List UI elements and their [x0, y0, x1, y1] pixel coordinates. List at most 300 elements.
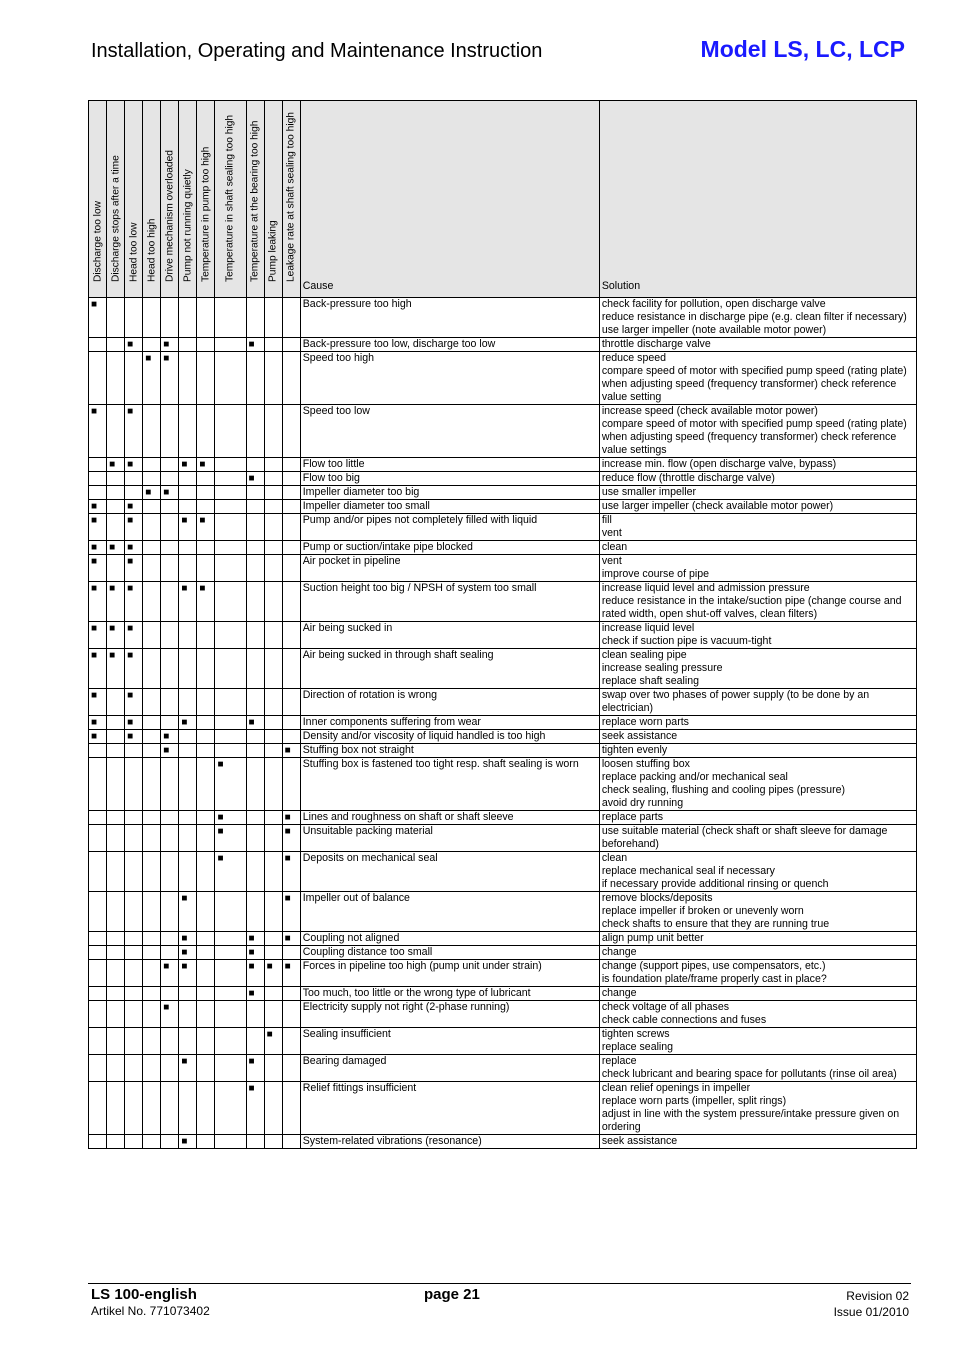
symptom-cell — [197, 946, 215, 960]
mark-icon: ■ — [284, 893, 291, 904]
symptom-cell — [246, 1055, 264, 1082]
solution-cell — [599, 472, 916, 486]
symptom-cell — [197, 892, 215, 932]
solution-line: change (support pipes, use compensators, etc.) — [601, 960, 826, 972]
symptom-cell — [282, 555, 300, 582]
symptom-cell — [107, 298, 125, 338]
solution-line: check facility for pollution, open discharge valve — [601, 298, 826, 310]
mark-icon: ■ — [163, 487, 170, 498]
symptom-cell — [246, 458, 264, 472]
footer-divider — [88, 1283, 911, 1284]
table-row — [89, 960, 917, 987]
mark-icon: ■ — [127, 690, 134, 701]
symptom-cell — [125, 987, 143, 1001]
symptom-cell — [282, 500, 300, 514]
mark-icon: ■ — [91, 650, 98, 661]
solution-cell — [599, 744, 916, 758]
table-row — [89, 405, 917, 458]
symptom-cell — [89, 825, 107, 852]
cause-cell: Relief fittings insufficient — [300, 1082, 599, 1135]
symptom-label: Temperature in shaft sealing too high — [224, 114, 236, 282]
symptom-cell — [89, 1028, 107, 1055]
symptom-cell — [197, 649, 215, 689]
symptom-cell — [161, 932, 179, 946]
cause-cell: Coupling distance too small — [300, 946, 599, 960]
symptom-cell — [107, 541, 125, 555]
table-row — [89, 472, 917, 486]
mark-icon: ■ — [199, 459, 206, 470]
table-row — [89, 1001, 917, 1028]
symptom-cell — [282, 758, 300, 811]
symptom-cell — [179, 689, 197, 716]
symptom-label: Pump leaking — [267, 220, 279, 282]
symptom-cell — [215, 338, 246, 352]
mark-icon: ■ — [284, 826, 291, 837]
solution-line: replace — [601, 1055, 637, 1067]
mark-icon: ■ — [109, 459, 116, 470]
symptom-label: Discharge too low — [92, 201, 104, 282]
symptom-cell — [143, 486, 161, 500]
symptom-cell — [89, 1082, 107, 1135]
symptom-cell — [246, 555, 264, 582]
symptom-cell — [89, 472, 107, 486]
mark-icon: ■ — [284, 933, 291, 944]
symptom-cell — [197, 500, 215, 514]
symptom-cell — [143, 987, 161, 1001]
cause-cell: Coupling not aligned — [300, 932, 599, 946]
cause-cell: Too much, too little or the wrong type of lubricant — [300, 987, 599, 1001]
symptom-cell — [179, 730, 197, 744]
mark-icon: ■ — [181, 717, 188, 728]
symptom-cell — [246, 582, 264, 622]
symptom-cell — [179, 405, 197, 458]
symptom-cell — [161, 852, 179, 892]
mark-icon: ■ — [199, 583, 206, 594]
symptom-cell — [89, 338, 107, 352]
cause-cell: Speed too high — [300, 352, 599, 405]
symptom-cell — [125, 825, 143, 852]
symptom-cell — [161, 946, 179, 960]
table-row — [89, 338, 917, 352]
symptom-cell — [215, 352, 246, 405]
symptom-cell — [161, 1001, 179, 1028]
symptom-cell — [125, 892, 143, 932]
symptom-cell — [282, 689, 300, 716]
symptom-cell — [89, 555, 107, 582]
table-row — [89, 555, 917, 582]
mark-icon: ■ — [181, 893, 188, 904]
solution-line: tighten evenly — [601, 744, 668, 756]
model-title: Model LS, LC, LCP — [700, 36, 905, 62]
symptom-cell — [143, 405, 161, 458]
symptom-cell — [264, 1028, 282, 1055]
cause-cell: Air pocket in pipeline — [300, 555, 599, 582]
mark-icon: ■ — [109, 542, 116, 553]
solution-cell — [599, 1028, 916, 1055]
symptom-cell — [143, 1001, 161, 1028]
symptom-cell — [143, 1082, 161, 1135]
symptom-cell — [264, 1055, 282, 1082]
cause-cell: Deposits on mechanical seal — [300, 852, 599, 892]
symptom-cell — [125, 946, 143, 960]
symptom-cell — [215, 649, 246, 689]
solution-line: increase min. flow (open discharge valve, bypass) — [601, 458, 837, 470]
symptom-cell — [143, 744, 161, 758]
symptom-cell — [161, 352, 179, 405]
symptom-cell — [107, 932, 125, 946]
mark-icon: ■ — [248, 933, 255, 944]
symptom-cell — [215, 298, 246, 338]
symptom-cell — [125, 744, 143, 758]
table-row — [89, 758, 917, 811]
symptom-cell — [197, 689, 215, 716]
solution-line: reduce flow (throttle discharge valve) — [601, 472, 775, 484]
solution-line: replace mechanical seal if necessary — [601, 865, 775, 877]
solution-cell — [599, 689, 916, 716]
solution-line: check if suction pipe is vacuum-tight — [601, 635, 772, 647]
footer-issue: Issue 01/2010 — [833, 1305, 909, 1319]
cause-cell: System-related vibrations (resonance) — [300, 1135, 599, 1149]
symptom-cell — [143, 338, 161, 352]
symptom-cell — [107, 338, 125, 352]
symptom-cell — [264, 405, 282, 458]
symptom-cell — [282, 458, 300, 472]
symptom-cell — [215, 472, 246, 486]
symptom-cell — [161, 555, 179, 582]
solution-line: clean — [601, 541, 628, 553]
solution-cell — [599, 486, 916, 500]
symptom-cell — [89, 758, 107, 811]
mark-icon: ■ — [91, 717, 98, 728]
symptom-cell — [107, 825, 125, 852]
solution-cell — [599, 555, 916, 582]
mark-icon: ■ — [109, 583, 116, 594]
symptom-cell — [246, 852, 264, 892]
symptom-cell — [107, 744, 125, 758]
solution-cell — [599, 825, 916, 852]
table-row — [89, 649, 917, 689]
solution-line: clean relief openings in impeller — [601, 1082, 751, 1094]
symptom-cell — [282, 811, 300, 825]
solution-cell — [599, 932, 916, 946]
symptom-cell — [197, 811, 215, 825]
symptom-cell — [264, 987, 282, 1001]
solution-cell — [599, 338, 916, 352]
solution-line: tighten screws — [601, 1028, 670, 1040]
symptom-cell — [89, 298, 107, 338]
mark-icon: ■ — [91, 623, 98, 634]
solution-cell — [599, 987, 916, 1001]
cause-cell: Impeller diameter too big — [300, 486, 599, 500]
symptom-header — [215, 101, 246, 298]
symptom-cell — [143, 555, 161, 582]
symptom-cell — [282, 987, 300, 1001]
symptom-cell — [264, 338, 282, 352]
symptom-cell — [197, 932, 215, 946]
cause-cell: Forces in pipeline too high (pump unit under strain) — [300, 960, 599, 987]
symptom-cell — [161, 514, 179, 541]
table-header-row — [89, 101, 917, 298]
solution-cell — [599, 716, 916, 730]
symptom-cell — [197, 1082, 215, 1135]
table-row — [89, 1135, 917, 1149]
solution-line: increase speed (check available motor power) — [601, 405, 818, 417]
mark-icon: ■ — [91, 542, 98, 553]
symptom-cell — [89, 1135, 107, 1149]
mark-icon: ■ — [181, 961, 188, 972]
symptom-cell — [161, 892, 179, 932]
symptom-cell — [197, 1001, 215, 1028]
cause-cell: Impeller out of balance — [300, 892, 599, 932]
symptom-cell — [246, 730, 264, 744]
mark-icon: ■ — [217, 812, 224, 823]
symptom-cell — [107, 555, 125, 582]
symptom-cell — [179, 825, 197, 852]
symptom-cell — [89, 500, 107, 514]
symptom-cell — [179, 1055, 197, 1082]
symptom-cell — [282, 852, 300, 892]
mark-icon: ■ — [127, 459, 134, 470]
symptom-cell — [246, 1135, 264, 1149]
symptom-cell — [161, 405, 179, 458]
mark-icon: ■ — [127, 501, 134, 512]
symptom-cell — [161, 541, 179, 555]
symptom-cell — [89, 811, 107, 825]
footer-page-number: page 21 — [424, 1286, 480, 1303]
symptom-cell — [282, 338, 300, 352]
symptom-cell — [282, 649, 300, 689]
mark-icon: ■ — [181, 583, 188, 594]
symptom-cell — [125, 338, 143, 352]
solution-cell — [599, 582, 916, 622]
solution-line: avoid dry running — [601, 797, 684, 809]
mark-icon: ■ — [127, 542, 134, 553]
table-row — [89, 932, 917, 946]
symptom-header — [89, 101, 107, 298]
mark-icon: ■ — [266, 1029, 273, 1040]
symptom-cell — [282, 472, 300, 486]
symptom-cell — [89, 352, 107, 405]
symptom-cell — [89, 486, 107, 500]
symptom-cell — [143, 689, 161, 716]
symptom-header — [107, 101, 125, 298]
symptom-cell — [215, 758, 246, 811]
symptom-cell — [125, 1001, 143, 1028]
symptom-cell — [89, 744, 107, 758]
cause-header: Cause — [300, 101, 599, 298]
symptom-header — [246, 101, 264, 298]
symptom-header — [125, 101, 143, 298]
symptom-cell — [179, 500, 197, 514]
table-row — [89, 744, 917, 758]
symptom-cell — [264, 960, 282, 987]
symptom-label: Leakage rate at shaft sealing too high — [285, 112, 297, 282]
symptom-cell — [125, 405, 143, 458]
mark-icon: ■ — [109, 650, 116, 661]
symptom-cell — [143, 825, 161, 852]
solution-line: vent — [601, 527, 622, 539]
symptom-cell — [179, 1135, 197, 1149]
symptom-cell — [246, 405, 264, 458]
symptom-cell — [107, 486, 125, 500]
symptom-cell — [215, 500, 246, 514]
table-row — [89, 541, 917, 555]
symptom-cell — [264, 352, 282, 405]
symptom-cell — [125, 622, 143, 649]
symptom-cell — [197, 758, 215, 811]
symptom-cell — [246, 472, 264, 486]
symptom-cell — [215, 946, 246, 960]
solution-line: compare speed of motor with specified pump speed (rating plate) — [601, 365, 907, 377]
solution-cell — [599, 892, 916, 932]
symptom-header — [143, 101, 161, 298]
symptom-cell — [282, 514, 300, 541]
mark-icon: ■ — [284, 853, 291, 864]
symptom-cell — [179, 649, 197, 689]
mark-icon: ■ — [163, 353, 170, 364]
symptom-cell — [161, 811, 179, 825]
cause-cell: Stuffing box is fastened too tight resp. shaft sealing is worn — [300, 758, 599, 811]
mark-icon: ■ — [217, 759, 224, 770]
mark-icon: ■ — [181, 947, 188, 958]
cause-cell: Inner components suffering from wear — [300, 716, 599, 730]
symptom-cell — [125, 1135, 143, 1149]
symptom-cell — [197, 852, 215, 892]
symptom-cell — [179, 892, 197, 932]
symptom-cell — [179, 472, 197, 486]
solution-cell — [599, 946, 916, 960]
mark-icon: ■ — [248, 1083, 255, 1094]
symptom-cell — [89, 541, 107, 555]
symptom-cell — [179, 514, 197, 541]
solution-line: check lubricant and bearing space for pollutants (rinse oil area) — [601, 1068, 897, 1080]
symptom-cell — [125, 541, 143, 555]
symptom-cell — [143, 892, 161, 932]
symptom-cell — [215, 852, 246, 892]
mark-icon: ■ — [163, 731, 170, 742]
symptom-cell — [197, 298, 215, 338]
symptom-cell — [107, 689, 125, 716]
symptom-cell — [197, 825, 215, 852]
symptom-cell — [179, 744, 197, 758]
mark-icon: ■ — [248, 473, 255, 484]
symptom-cell — [179, 1082, 197, 1135]
solution-line: fill — [601, 514, 612, 526]
symptom-cell — [282, 1028, 300, 1055]
table-body — [89, 298, 917, 1149]
symptom-cell — [246, 352, 264, 405]
symptom-cell — [264, 811, 282, 825]
symptom-cell — [246, 946, 264, 960]
symptom-cell — [282, 825, 300, 852]
symptom-cell — [107, 622, 125, 649]
symptom-cell — [215, 1028, 246, 1055]
symptom-label: Drive mechanism overloaded — [164, 150, 176, 282]
symptom-cell — [161, 744, 179, 758]
solution-line: use larger impeller (check available motor power) — [601, 500, 834, 512]
table-row — [89, 500, 917, 514]
solution-line: increase liquid level and admission pressure — [601, 582, 810, 594]
symptom-cell — [89, 987, 107, 1001]
symptom-cell — [264, 716, 282, 730]
mark-icon: ■ — [145, 353, 152, 364]
symptom-cell — [215, 825, 246, 852]
symptom-cell — [161, 338, 179, 352]
mark-icon: ■ — [248, 947, 255, 958]
table-row — [89, 852, 917, 892]
table-row — [89, 987, 917, 1001]
symptom-cell — [197, 622, 215, 649]
solution-line: swap over two phases of power supply (to be done by an electrician) — [601, 689, 870, 714]
mark-icon: ■ — [217, 853, 224, 864]
symptom-cell — [143, 472, 161, 486]
table-row — [89, 689, 917, 716]
cause-cell: Pump and/or pipes not completely filled with liquid — [300, 514, 599, 541]
symptom-cell — [179, 811, 197, 825]
symptom-cell — [161, 730, 179, 744]
symptom-cell — [143, 1055, 161, 1082]
solution-line: seek assistance — [601, 1135, 678, 1147]
symptom-header — [161, 101, 179, 298]
symptom-cell — [125, 582, 143, 622]
symptom-cell — [143, 541, 161, 555]
symptom-cell — [264, 649, 282, 689]
symptom-cell — [125, 458, 143, 472]
symptom-cell — [264, 472, 282, 486]
mark-icon: ■ — [91, 731, 98, 742]
symptom-cell — [143, 758, 161, 811]
symptom-cell — [197, 582, 215, 622]
mark-icon: ■ — [127, 515, 134, 526]
symptom-cell — [282, 946, 300, 960]
symptom-cell — [107, 716, 125, 730]
symptom-cell — [143, 500, 161, 514]
mark-icon: ■ — [127, 556, 134, 567]
symptom-cell — [197, 458, 215, 472]
solution-cell — [599, 500, 916, 514]
symptom-cell — [264, 1082, 282, 1135]
mark-icon: ■ — [181, 459, 188, 470]
symptom-cell — [197, 1028, 215, 1055]
solution-line: clean sealing pipe — [601, 649, 687, 661]
mark-icon: ■ — [248, 717, 255, 728]
symptom-cell — [125, 352, 143, 405]
solution-cell — [599, 852, 916, 892]
symptom-cell — [197, 730, 215, 744]
symptom-cell — [161, 1028, 179, 1055]
symptom-cell — [215, 1082, 246, 1135]
symptom-cell — [89, 514, 107, 541]
symptom-cell — [246, 649, 264, 689]
solution-cell — [599, 405, 916, 458]
table-row — [89, 514, 917, 541]
symptom-cell — [197, 514, 215, 541]
symptom-cell — [282, 298, 300, 338]
symptom-cell — [179, 338, 197, 352]
cause-cell: Back-pressure too high — [300, 298, 599, 338]
symptom-cell — [125, 716, 143, 730]
symptom-cell — [215, 744, 246, 758]
symptom-cell — [89, 582, 107, 622]
symptom-cell — [264, 758, 282, 811]
mark-icon: ■ — [266, 961, 273, 972]
symptom-cell — [197, 352, 215, 405]
mark-icon: ■ — [91, 583, 98, 594]
symptom-cell — [197, 555, 215, 582]
symptom-cell — [246, 541, 264, 555]
symptom-cell — [246, 1028, 264, 1055]
symptom-cell — [125, 758, 143, 811]
